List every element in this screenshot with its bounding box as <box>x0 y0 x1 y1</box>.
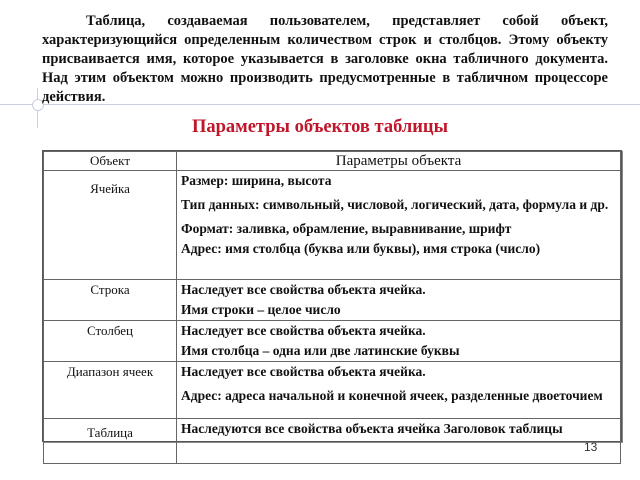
param-line: Тип данных: символьный, числовой, логический, дата, формула и др. <box>181 197 609 212</box>
table-row <box>44 362 621 419</box>
object-name: Диапазон ячеек <box>44 362 177 419</box>
param-line: Адрес: адреса начальной и конечной ячеек, разделенные двоеточием <box>181 388 603 403</box>
param-line: Наследует все свойства объекта ячейка. <box>181 323 426 338</box>
param-line: Формат: заливка, обрамление, выравнивание, шрифт <box>181 221 512 236</box>
header-parameters: Параметры объекта <box>177 152 621 171</box>
object-params <box>177 171 621 280</box>
object-name: Ячейка <box>44 171 177 280</box>
object-name: Столбец <box>44 321 177 362</box>
object-name: Строка <box>44 280 177 321</box>
table-row <box>44 419 621 464</box>
page-number: 13 <box>584 440 598 454</box>
param-line: Наследует все свойства объекта ячейка. <box>181 364 426 379</box>
object-params <box>177 280 621 321</box>
param-line: Наследует все свойства объекта ячейка. <box>181 282 426 297</box>
object-name: Таблица <box>44 419 177 464</box>
object-params <box>177 321 621 362</box>
slide-title: Параметры объектов таблицы <box>191 117 449 137</box>
param-line: Наследуются все свойства объекта ячейка Заголовок таблицы <box>181 421 563 436</box>
table-row <box>44 171 621 280</box>
object-parameters-table <box>42 150 622 442</box>
table-row <box>44 280 621 321</box>
param-line: Адрес: имя столбца (буква или буквы), имя строка (число) <box>181 241 541 256</box>
param-line: Имя столбца – одна или две латинские буквы <box>181 343 460 358</box>
object-params <box>177 419 621 464</box>
header-object: Объект <box>44 152 177 171</box>
param-line: Размер: ширина, высота <box>181 173 332 188</box>
intro-paragraph: Таблица, создаваемая пользователем, представляет собой объект, характеризующийся определенным количеством строк и столбцов. Этому объекту присваивается имя, которое указывается в заголовке окна табличного документа. Над этим объектом можно производить предусмотренные в табличном процессоре действия. <box>42 13 608 105</box>
param-line: Имя строки – целое число <box>181 302 341 317</box>
table-header-row <box>44 152 621 171</box>
table-row <box>44 321 621 362</box>
object-params <box>177 362 621 419</box>
